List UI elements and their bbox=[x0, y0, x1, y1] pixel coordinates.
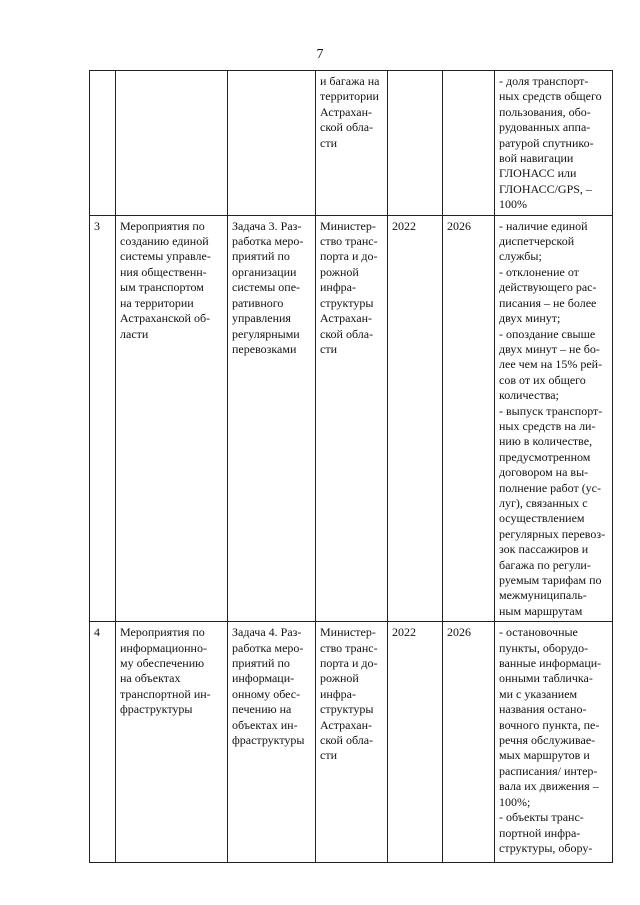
indicator-line: ных средств на ли- bbox=[499, 418, 596, 433]
indicator-line: межмуниципаль- bbox=[499, 588, 587, 603]
indicator-line: диспетчерской bbox=[499, 234, 575, 249]
indicator-line: ми с указанием bbox=[499, 686, 578, 701]
indicator-line: договором на вы- bbox=[499, 465, 589, 480]
task-cell: Задача 4. Раз- работка меро- приятий по информаци- онному обес- печению на объектах ин- фраструктуры bbox=[228, 622, 316, 863]
row-number-cell bbox=[90, 71, 116, 216]
indicator-line: 100%; bbox=[499, 794, 531, 809]
page-number: 7 bbox=[316, 47, 324, 62]
indicator-line: расписания/ интер- bbox=[499, 763, 598, 778]
indicator-line: багажа по регули- bbox=[499, 557, 591, 572]
indicator-line: сов от их общего bbox=[499, 372, 586, 387]
indicator-line: службы; bbox=[499, 249, 542, 264]
indicator-line: названия остано- bbox=[499, 702, 587, 717]
indicator-line: рудованных аппа- bbox=[499, 120, 591, 135]
indicator-line: ратурой спутнико- bbox=[499, 135, 594, 150]
indicator-line: вой навигации bbox=[499, 151, 574, 166]
indicator-line: - выпуск транспорт- bbox=[499, 403, 603, 418]
measure-name-cell bbox=[116, 71, 228, 216]
end-year-cell bbox=[443, 71, 495, 216]
indicator-line: ных средств общего bbox=[499, 89, 602, 104]
indicator-line: луг), связанных с bbox=[499, 495, 588, 510]
indicator-line: речня обслуживае- bbox=[499, 733, 596, 748]
responsible-org-cell: и багажа на территории Астрахан- ской обла- сти bbox=[316, 71, 388, 216]
indicator-line: вала их движения – bbox=[499, 779, 599, 794]
indicator-line: предусмотренном bbox=[499, 449, 591, 464]
task-cell: Задача 3. Раз- работка меро- приятий по организации системы опе- ративного управления регулярными перевозками bbox=[228, 215, 316, 622]
measure-name-cell: Мероприятия по информационно- му обеспечению на объектах транспортной ин- фраструктуры bbox=[116, 622, 228, 863]
indicator-line: писания – не более bbox=[499, 295, 597, 310]
indicator-line: 100% bbox=[499, 197, 527, 212]
responsible-org-cell: Министер- ство транс- порта и до- рожной инфра- структуры Астрахан- ской обла- сти bbox=[316, 215, 388, 622]
indicator-line: действующего рас- bbox=[499, 280, 597, 295]
indicator-line: - объекты транс- bbox=[499, 810, 584, 825]
table-row bbox=[90, 71, 613, 216]
indicator-line: пункты, оборудо- bbox=[499, 640, 589, 655]
indicator-line: руемым тарифам по bbox=[499, 573, 602, 587]
indicator-line: двух минут; bbox=[499, 311, 561, 326]
row-number-cell: 4 bbox=[90, 622, 116, 863]
indicator-line: зок пассажиров и bbox=[499, 542, 589, 557]
end-year-cell: 2026 bbox=[443, 622, 495, 863]
indicator-line: - доля транспорт- bbox=[499, 74, 589, 88]
start-year-cell bbox=[388, 71, 443, 216]
indicator-line: ванные информаци- bbox=[499, 656, 602, 671]
measure-name-cell: Мероприятия по созданию единой системы управле- ния общественн- ым транспортом на территории Астраханской об- ласти bbox=[116, 215, 228, 622]
indicator-line: портной инфра- bbox=[499, 825, 581, 840]
indicator-line: - наличие единой bbox=[499, 218, 588, 233]
indicators-cell bbox=[495, 71, 613, 216]
table-row bbox=[90, 622, 613, 863]
indicator-line: осуществлением bbox=[499, 511, 585, 526]
start-year-cell: 2022 bbox=[388, 215, 443, 622]
indicator-line: регулярных перевоз- bbox=[499, 526, 606, 541]
indicator-line: полнение работ (ус- bbox=[499, 480, 602, 495]
indicator-line: онными табличка- bbox=[499, 671, 593, 686]
indicator-line: мых маршрутов и bbox=[499, 748, 590, 763]
indicator-line: ным маршрутам bbox=[499, 603, 583, 618]
indicator-line: - остановочные bbox=[499, 625, 578, 640]
indicators-cell bbox=[495, 215, 613, 622]
indicator-line: ГЛОНАСС или bbox=[499, 166, 577, 181]
indicator-line: - опоздание свыше bbox=[499, 326, 596, 341]
task-cell bbox=[228, 71, 316, 216]
table-row bbox=[90, 215, 613, 622]
start-year-cell: 2022 bbox=[388, 622, 443, 863]
measures-table bbox=[89, 70, 613, 863]
indicator-line: двух минут – не бо- bbox=[499, 341, 600, 356]
indicator-line: нию в количестве, bbox=[499, 434, 593, 449]
indicators-cell bbox=[495, 622, 613, 863]
indicator-line: ГЛОНАСС/GPS, – bbox=[499, 181, 592, 196]
indicator-line: пользования, обо- bbox=[499, 104, 591, 119]
indicator-line: - отклонение от bbox=[499, 264, 579, 279]
end-year-cell: 2026 bbox=[443, 215, 495, 622]
indicator-line: количества; bbox=[499, 388, 559, 403]
indicator-line: вочного пункта, пе- bbox=[499, 717, 600, 732]
indicator-line: структуры, обору- bbox=[499, 840, 593, 855]
responsible-org-cell: Министер- ство транс- порта и до- рожной инфра- структуры Астрахан- ской обла- сти bbox=[316, 622, 388, 863]
indicator-line: лее чем на 15% рей- bbox=[499, 357, 603, 372]
row-number-cell: 3 bbox=[90, 215, 116, 622]
